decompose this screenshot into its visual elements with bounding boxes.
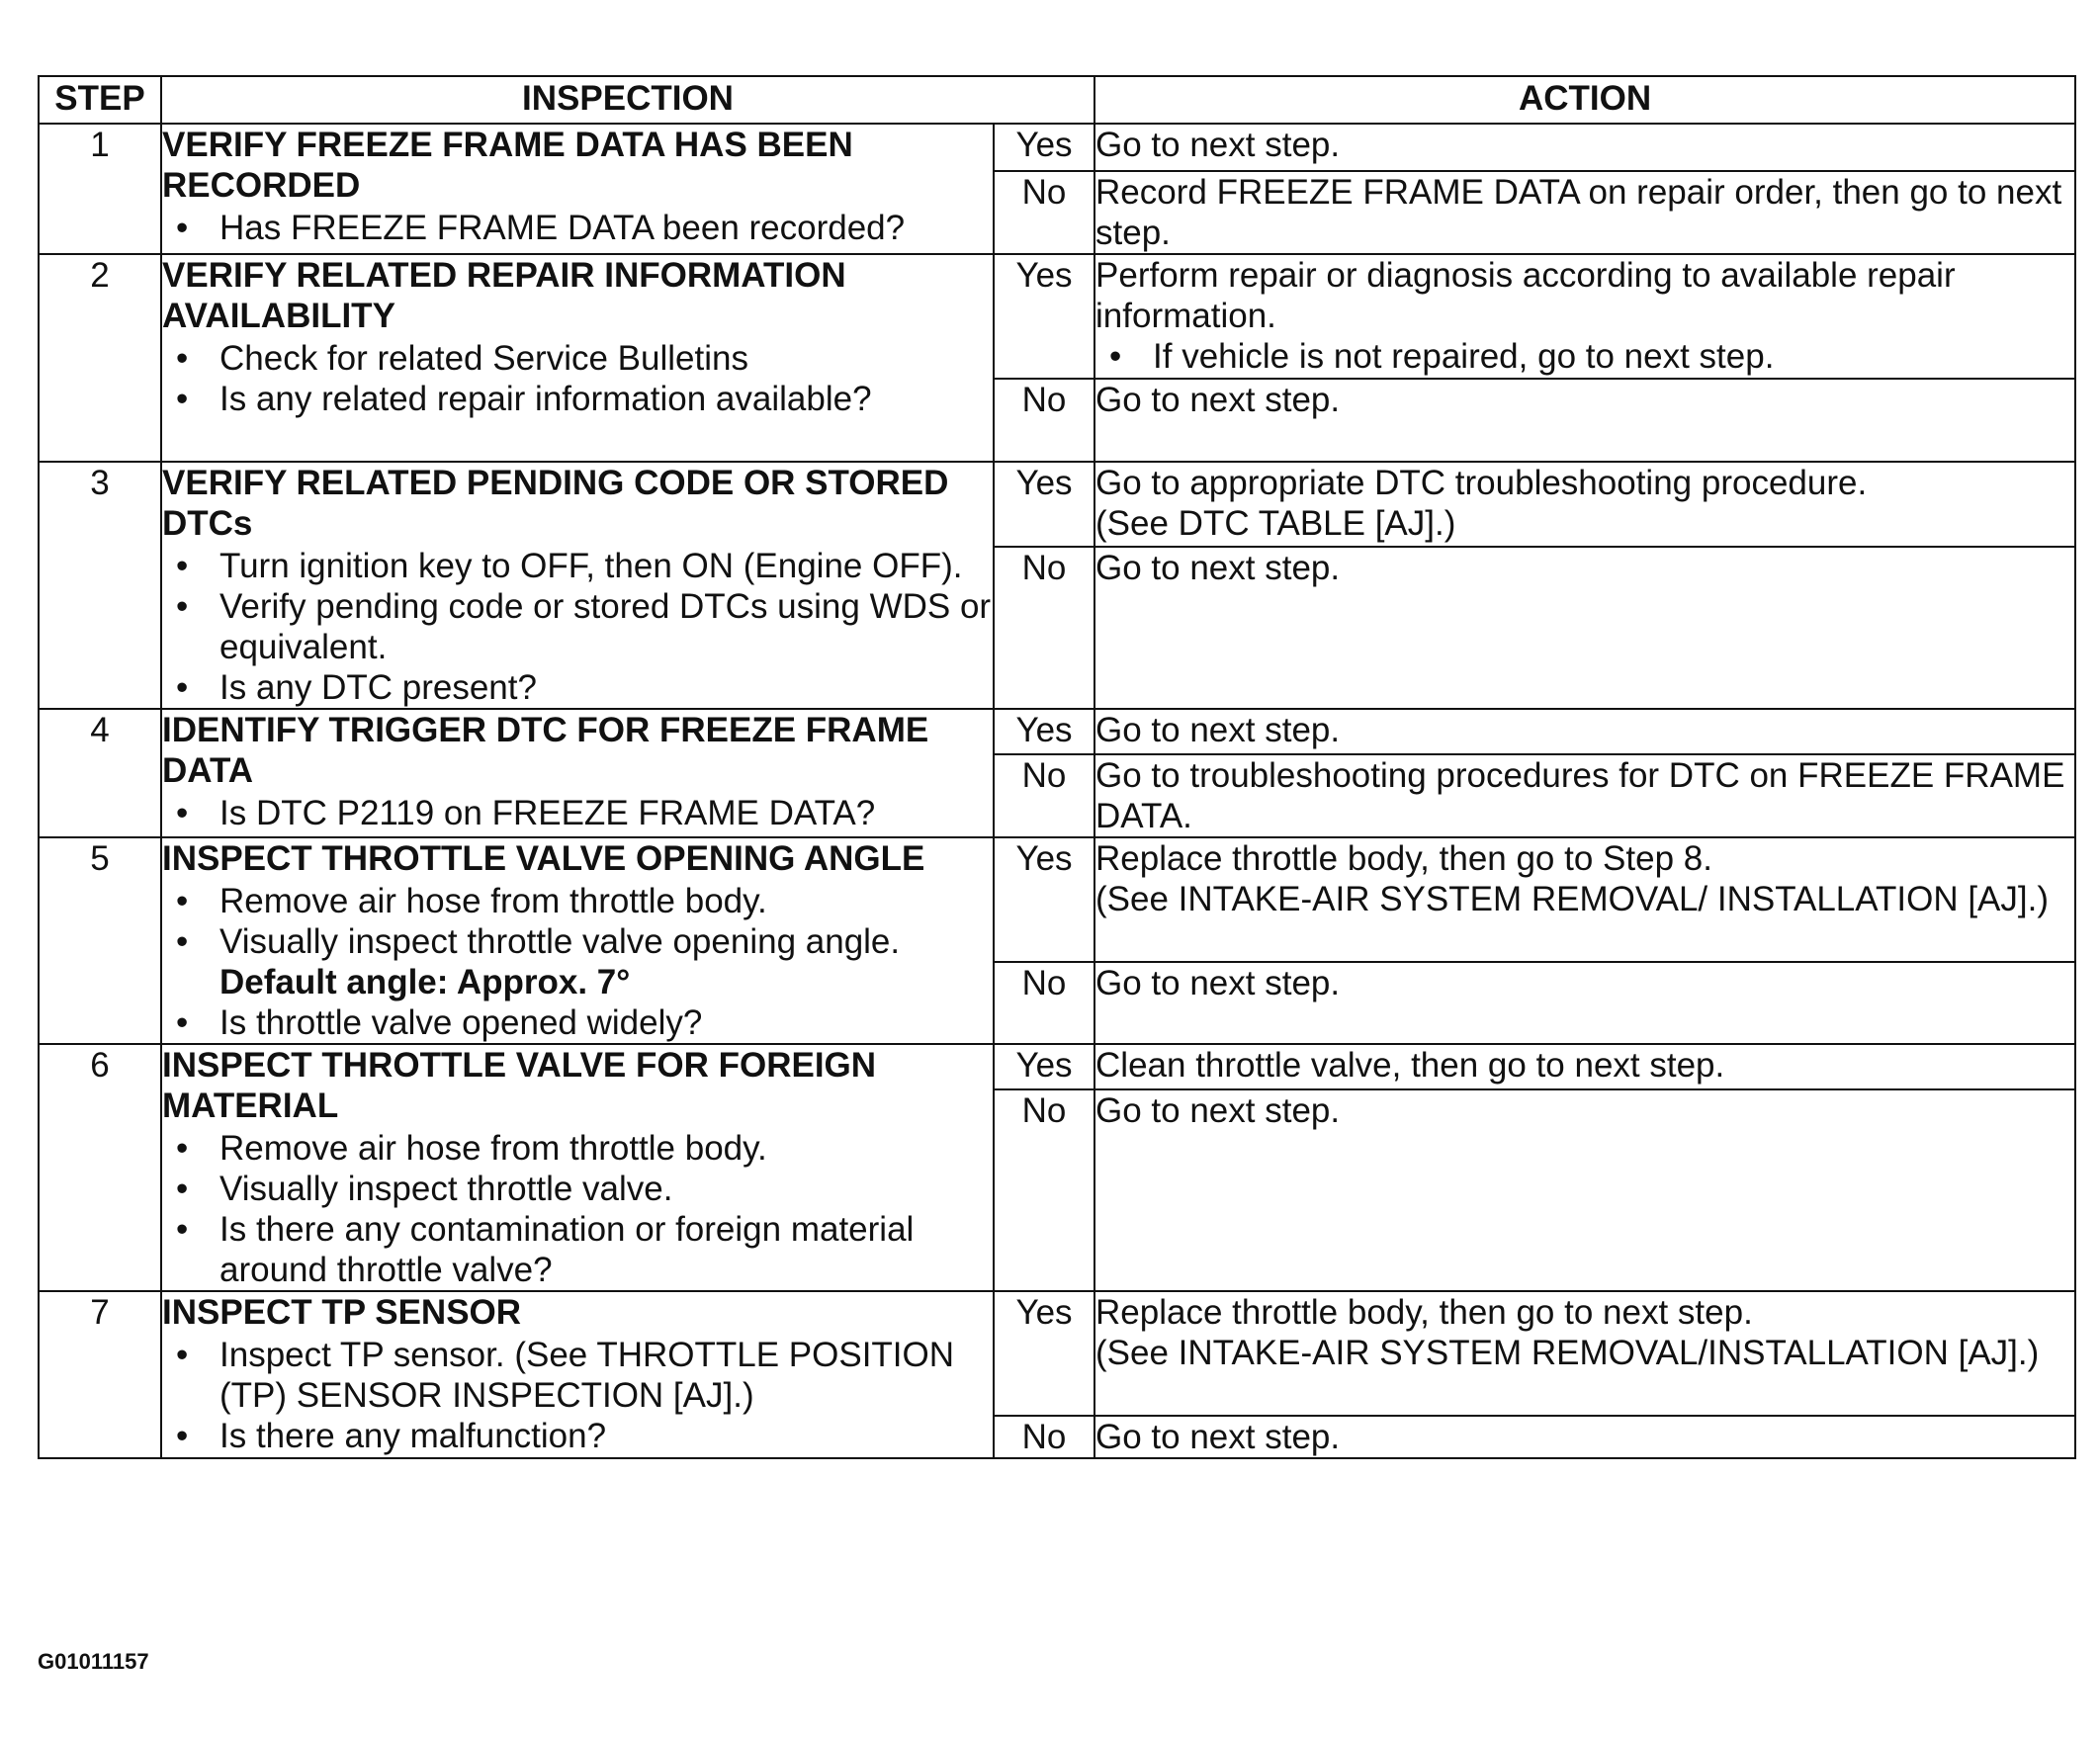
yes-label: Yes — [994, 837, 1094, 962]
inspection-bullet: • Is any DTC present? — [162, 667, 993, 708]
inspection-bullet: • Has FREEZE FRAME DATA been recorded? — [162, 208, 993, 248]
step-number: 7 — [39, 1291, 161, 1458]
no-action: Go to troubleshooting procedures for DTC on FREEZE FRAME DATA. — [1094, 754, 2075, 837]
no-label: No — [994, 171, 1094, 254]
inspection-bullet: • Visually inspect throttle valve. — [162, 1169, 993, 1209]
step-number: 4 — [39, 709, 161, 837]
inspection-title: VERIFY RELATED PENDING CODE OR STORED DTCs — [162, 464, 949, 543]
step-row — [39, 254, 2075, 379]
inspection-bullet: • Is there any malfunction? — [162, 1416, 993, 1456]
yes-action: Go to next step. — [1094, 709, 2075, 754]
step-number: 3 — [39, 462, 161, 709]
step-row — [39, 462, 2075, 547]
inspection-bullet: • Verify pending code or stored DTCs using WDS or equivalent. — [162, 586, 993, 667]
inspection-cell — [161, 1291, 994, 1458]
inspection-bullet: • Remove air hose from throttle body. — [162, 1128, 993, 1169]
diagnostic-procedure-table — [38, 75, 2076, 1459]
no-label: No — [994, 379, 1094, 462]
inspection-title: VERIFY FREEZE FRAME DATA HAS BEEN RECORDED — [162, 126, 853, 205]
header-row — [39, 76, 2075, 124]
inspection-title: INSPECT THROTTLE VALVE OPENING ANGLE — [162, 839, 925, 878]
yes-action: Perform repair or diagnosis according to available repair information. • If vehicle is not repaired, go to next step. — [1094, 254, 2075, 379]
no-action: Go to next step. — [1094, 1089, 2075, 1291]
inspection-bullet: • Is any related repair information available? — [162, 379, 993, 419]
inspection-bullet: • Visually inspect throttle valve opening angle. — [162, 921, 993, 962]
inspection-cell — [161, 462, 994, 709]
inspection-bullet: • Turn ignition key to OFF, then ON (Engine OFF). — [162, 546, 993, 586]
inspection-cell — [161, 254, 994, 462]
yes-action: Go to appropriate DTC troubleshooting procedure. (See DTC TABLE [AJ].) — [1094, 462, 2075, 547]
step-number: 2 — [39, 254, 161, 462]
no-label: No — [994, 754, 1094, 837]
figure-id: G01011157 — [38, 1649, 149, 1674]
header-step: STEP — [39, 76, 161, 124]
inspection-cell — [161, 124, 994, 254]
step-row — [39, 1044, 2075, 1089]
inspection-bullet: • Is there any contamination or foreign material around throttle valve? — [162, 1209, 993, 1290]
default-angle-spec: Default angle: Approx. 7° — [219, 963, 631, 1001]
inspection-bullet: • Remove air hose from throttle body. — [162, 881, 993, 921]
yes-label: Yes — [994, 124, 1094, 171]
inspection-bullet: • Is DTC P2119 on FREEZE FRAME DATA? — [162, 793, 993, 833]
yes-action: Replace throttle body, then go to next step. (See INTAKE-AIR SYSTEM REMOVAL/INSTALLATION [AJ].) — [1094, 1291, 2075, 1416]
yes-label: Yes — [994, 1044, 1094, 1089]
inspection-title: INSPECT THROTTLE VALVE FOR FOREIGN MATERIAL — [162, 1046, 877, 1125]
yes-label: Yes — [994, 709, 1094, 754]
inspection-cell — [161, 1044, 994, 1291]
no-label: No — [994, 547, 1094, 709]
inspection-title: INSPECT TP SENSOR — [162, 1293, 522, 1332]
no-label: No — [994, 1416, 1094, 1458]
step-row — [39, 837, 2075, 962]
header-inspection: INSPECTION — [161, 76, 1094, 124]
yes-label: Yes — [994, 1291, 1094, 1416]
inspection-cell — [161, 837, 994, 1044]
inspection-title: IDENTIFY TRIGGER DTC FOR FREEZE FRAME DATA — [162, 711, 929, 790]
step-row — [39, 709, 2075, 754]
no-action: Go to next step. — [1094, 547, 2075, 709]
no-action: Record FREEZE FRAME DATA on repair order, then go to next step. — [1094, 171, 2075, 254]
no-action: Go to next step. — [1094, 962, 2075, 1044]
inspection-title: VERIFY RELATED REPAIR INFORMATION AVAILABILITY — [162, 256, 846, 335]
step-number: 6 — [39, 1044, 161, 1291]
yes-action: Go to next step. — [1094, 124, 2075, 171]
no-label: No — [994, 1089, 1094, 1291]
no-label: No — [994, 962, 1094, 1044]
inspection-cell — [161, 709, 994, 837]
inspection-bullet: • Check for related Service Bulletins — [162, 338, 993, 379]
no-action: Go to next step. — [1094, 1416, 2075, 1458]
step-row — [39, 124, 2075, 171]
step-number: 5 — [39, 837, 161, 1044]
inspection-bullet: • Inspect TP sensor. (See THROTTLE POSITION (TP) SENSOR INSPECTION [AJ].) — [162, 1335, 993, 1416]
no-action: Go to next step. — [1094, 379, 2075, 462]
yes-label: Yes — [994, 254, 1094, 379]
yes-action: Replace throttle body, then go to Step 8. (See INTAKE-AIR SYSTEM REMOVAL/ INSTALLATION [AJ].) — [1094, 837, 2075, 962]
step-row — [39, 1291, 2075, 1416]
inspection-bullet: • Is throttle valve opened widely? — [162, 1002, 993, 1043]
header-action: ACTION — [1094, 76, 2075, 124]
action-bullet: • If vehicle is not repaired, go to next step. — [1095, 336, 2074, 377]
step-number: 1 — [39, 124, 161, 254]
yes-action: Clean throttle valve, then go to next step. — [1094, 1044, 2075, 1089]
yes-label: Yes — [994, 462, 1094, 547]
